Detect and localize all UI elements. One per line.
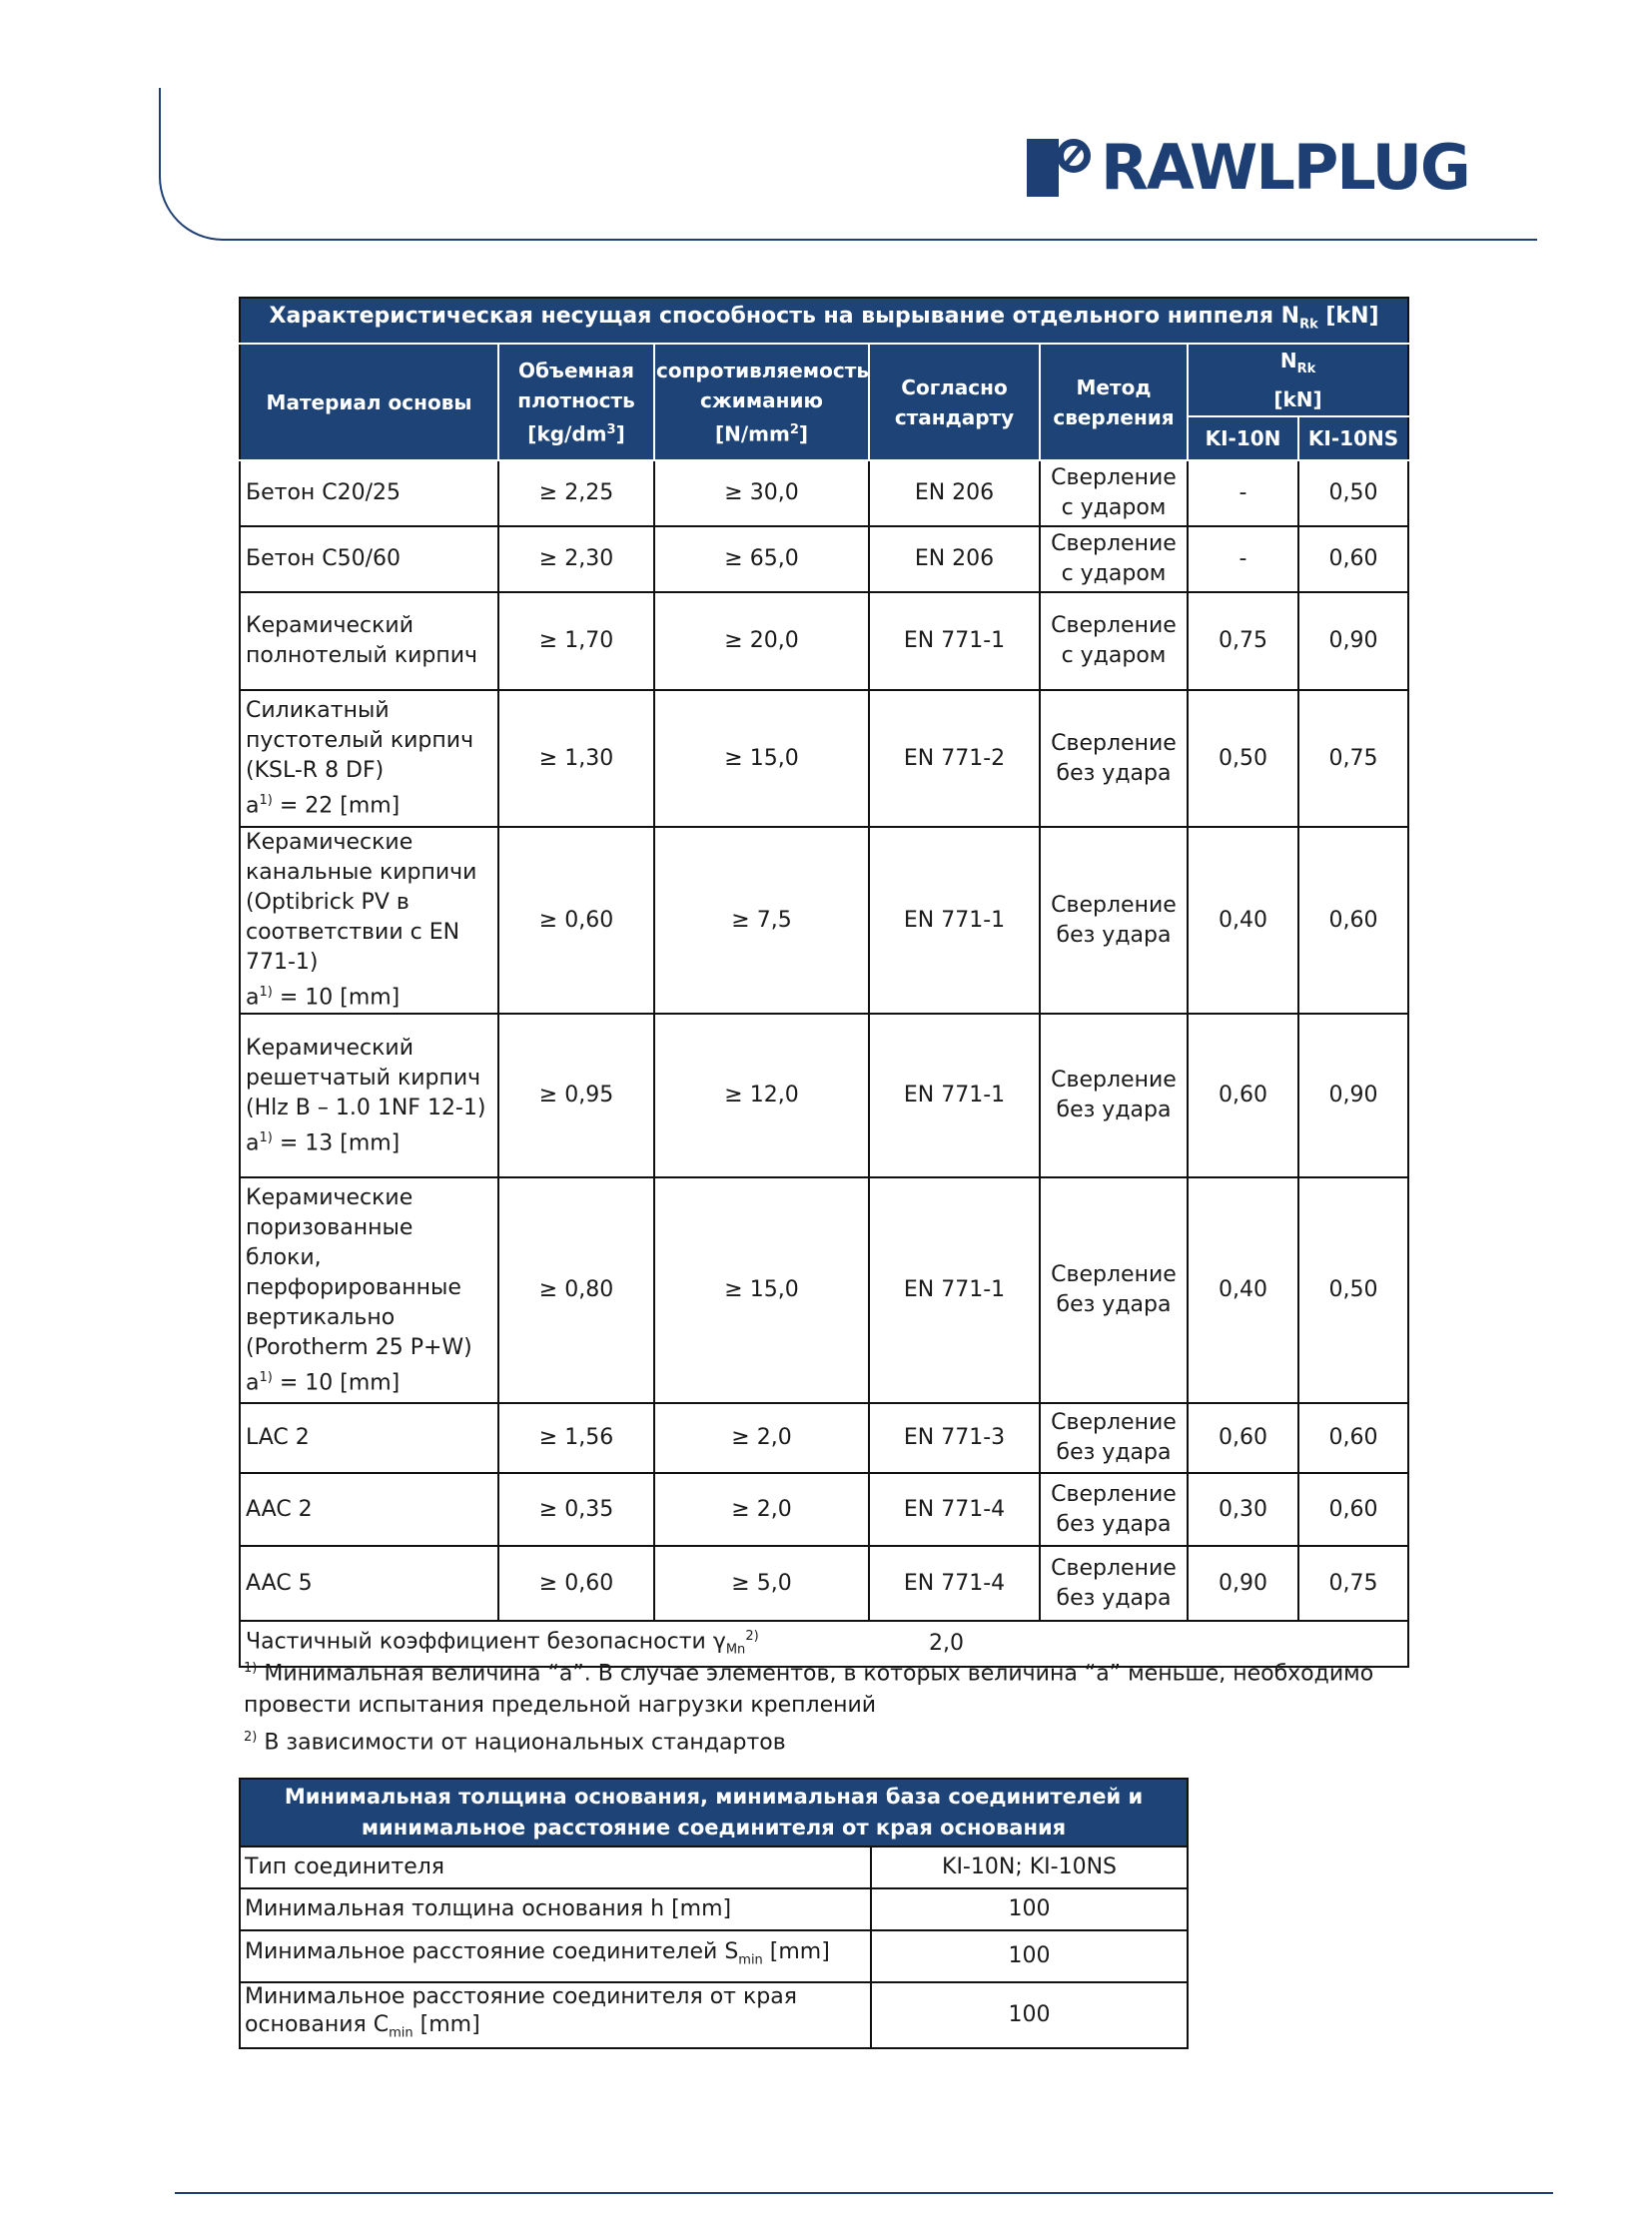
- strength-cell: ≥ 2,0: [654, 1403, 869, 1473]
- table-row: [240, 1982, 1188, 2048]
- density-cell: ≥ 0,35: [498, 1473, 654, 1546]
- header-ki10n: KI-10N: [1188, 416, 1298, 460]
- material-cell: Силикатный пустотелый кирпич (KSL-R 8 DF) $a^{1)} = 22$ [mm]: [240, 690, 498, 827]
- footnotes: [244, 1653, 1402, 1760]
- logo-text: RAWLPLUG: [1101, 130, 1469, 204]
- ki10n-cell: 0,60: [1188, 1014, 1298, 1177]
- strength-cell: ≥ 65,0: [654, 526, 869, 592]
- standard-cell: EN 771-1: [869, 592, 1040, 690]
- method-cell: Сверление без удара: [1040, 1473, 1188, 1546]
- density-cell: ≥ 0,60: [498, 827, 654, 1014]
- min-dimensions-table: [239, 1778, 1189, 2049]
- material-cell: AAC 2: [240, 1473, 498, 1546]
- strength-cell: ≥ 7,5: [654, 827, 869, 1014]
- ki10n-cell: 0,90: [1188, 1546, 1298, 1621]
- table-row: [240, 526, 1408, 592]
- material-cell: Керамические поризованные блоки, перфорированные вертикально (Porotherm 25 P+W) $a^{1)} = 10$ [mm]: [240, 1177, 498, 1403]
- material-cell: LAC 2: [240, 1403, 498, 1473]
- table-row: [240, 690, 1408, 827]
- table-row: [240, 592, 1408, 690]
- footnote-1-continued: провести испытания предельной нагрузки креплений: [244, 1693, 877, 1719]
- ki10ns-cell: 0,75: [1298, 690, 1408, 827]
- logo-mark-icon: [1027, 139, 1059, 197]
- header-nrk: $N_{Rk}$ [kN]: [1188, 344, 1408, 416]
- density-cell: ≥ 0,80: [498, 1177, 654, 1403]
- param-value: 100: [871, 1982, 1188, 2048]
- footer-line: [175, 2192, 1553, 2194]
- table-row: [240, 1403, 1408, 1473]
- standard-cell: EN 771-4: [869, 1473, 1040, 1546]
- table-row: [240, 1014, 1408, 1177]
- ki10n-cell: 0,50: [1188, 690, 1298, 827]
- ki10ns-cell: 0,60: [1298, 827, 1408, 1014]
- header-ki10ns: KI-10NS: [1298, 416, 1408, 460]
- ki10n-cell: 0,60: [1188, 1403, 1298, 1473]
- material-cell: Керамический полнотелый кирпич: [240, 592, 498, 690]
- material-cell: Бетон C50/60: [240, 526, 498, 592]
- rawlplug-logo: [1027, 130, 1469, 204]
- ki10n-cell: -: [1188, 526, 1298, 592]
- table-title: Характеристическая несущая способность на вырывание отдельного ниппеля $N_{Rk}$ [kN]: [240, 298, 1408, 344]
- density-cell: ≥ 2,25: [498, 460, 654, 526]
- header-method: Метод сверления: [1040, 344, 1188, 460]
- safety-factor-value: 2,0: [869, 1621, 1408, 1667]
- ki10n-cell: -: [1188, 460, 1298, 526]
- material-cell: Бетон C20/25: [240, 460, 498, 526]
- strength-cell: ≥ 15,0: [654, 1177, 869, 1403]
- strength-cell: ≥ 12,0: [654, 1014, 869, 1177]
- strength-cell: ≥ 20,0: [654, 592, 869, 690]
- density-cell: ≥ 1,70: [498, 592, 654, 690]
- method-cell: Сверление без удара: [1040, 827, 1188, 1014]
- ki10n-cell: 0,40: [1188, 827, 1298, 1014]
- ki10n-cell: 0,30: [1188, 1473, 1298, 1546]
- density-cell: ≥ 2,30: [498, 526, 654, 592]
- param-label: Тип соединителя: [240, 1847, 871, 1888]
- density-cell: ≥ 1,30: [498, 690, 654, 827]
- table-row: [240, 1847, 1188, 1888]
- ki10n-cell: 0,40: [1188, 1177, 1298, 1403]
- footnote-1: $^{1)}$ Минимальная величина “a”. В случае элементов, в которых величина “a” меньше, необходимо: [244, 1661, 1374, 1687]
- strength-cell: ≥ 30,0: [654, 460, 869, 526]
- ki10ns-cell: 0,90: [1298, 1014, 1408, 1177]
- standard-cell: EN 771-3: [869, 1403, 1040, 1473]
- table-row: [240, 460, 1408, 526]
- param-value: KI-10N; KI-10NS: [871, 1847, 1188, 1888]
- standard-cell: EN 771-4: [869, 1546, 1040, 1621]
- ki10ns-cell: 0,50: [1298, 1177, 1408, 1403]
- param-value: 100: [871, 1930, 1188, 1982]
- table-row: [240, 1888, 1188, 1930]
- density-cell: ≥ 0,60: [498, 1546, 654, 1621]
- table2-title: Минимальная толщина основания, минимальная база соединителей и минимальное расстояние соединителя от края основания: [240, 1779, 1188, 1847]
- strength-cell: ≥ 5,0: [654, 1546, 869, 1621]
- safety-factor-label: Частичный коэффициент безопасности $\gamma_{Mn}^{2)}$: [240, 1621, 869, 1667]
- material-cell: Керамические канальные кирпичи (Optibrick PV в соответствии с EN 771-1) $a^{1)} = 10$ [mm]: [240, 827, 498, 1014]
- standard-cell: EN 771-1: [869, 1014, 1040, 1177]
- material-cell: Керамический решетчатый кирпич (Hlz B – 1.0 1NF 12-1) $a^{1)} = 13$ [mm]: [240, 1014, 498, 1177]
- table-row: [240, 827, 1408, 1014]
- method-cell: Сверление с ударом: [1040, 526, 1188, 592]
- ki10ns-cell: 0,90: [1298, 592, 1408, 690]
- table-row: [240, 1546, 1408, 1621]
- ki10ns-cell: 0,60: [1298, 1473, 1408, 1546]
- method-cell: Сверление без удара: [1040, 1014, 1188, 1177]
- method-cell: Сверление без удара: [1040, 1546, 1188, 1621]
- standard-cell: EN 771-2: [869, 690, 1040, 827]
- method-cell: Сверление с ударом: [1040, 460, 1188, 526]
- method-cell: Сверление без удара: [1040, 690, 1188, 827]
- ki10ns-cell: 0,60: [1298, 526, 1408, 592]
- param-label: Минимальное расстояние соединителя от края основания $C_{min}$ [mm]: [240, 1982, 871, 2048]
- footnote-2: $^{2)}$ В зависимости от национальных стандартов: [244, 1730, 786, 1756]
- standard-cell: EN 206: [869, 460, 1040, 526]
- ki10n-cell: 0,75: [1188, 592, 1298, 690]
- ki10ns-cell: 0,75: [1298, 1546, 1408, 1621]
- density-cell: ≥ 0,95: [498, 1014, 654, 1177]
- tensile-capacity-table: [239, 297, 1409, 1668]
- method-cell: Сверление с ударом: [1040, 592, 1188, 690]
- header-density: Объемная плотность $[kg/dm^3]$: [498, 344, 654, 460]
- ki10ns-cell: 0,60: [1298, 1403, 1408, 1473]
- table-row: [240, 1473, 1408, 1546]
- method-cell: Сверление без удара: [1040, 1177, 1188, 1403]
- strength-cell: ≥ 15,0: [654, 690, 869, 827]
- header-standard: Согласно стандарту: [869, 344, 1040, 460]
- header-strength: сопротивляемость сжиманию $[N/mm^2]$: [654, 344, 869, 460]
- density-cell: ≥ 1,56: [498, 1403, 654, 1473]
- standard-cell: EN 206: [869, 526, 1040, 592]
- param-value: 100: [871, 1888, 1188, 1930]
- material-cell: AAC 5: [240, 1546, 498, 1621]
- standard-cell: EN 771-1: [869, 827, 1040, 1014]
- table-row: [240, 1177, 1408, 1403]
- header-material: Материал основы: [240, 344, 498, 460]
- param-label: Минимальное расстояние соединителей $S_{min}$ [mm]: [240, 1930, 871, 1982]
- param-label: Минимальная толщина основания h [mm]: [240, 1888, 871, 1930]
- method-cell: Сверление без удара: [1040, 1403, 1188, 1473]
- ki10ns-cell: 0,50: [1298, 460, 1408, 526]
- strength-cell: ≥ 2,0: [654, 1473, 869, 1546]
- standard-cell: EN 771-1: [869, 1177, 1040, 1403]
- table-row: [240, 1930, 1188, 1982]
